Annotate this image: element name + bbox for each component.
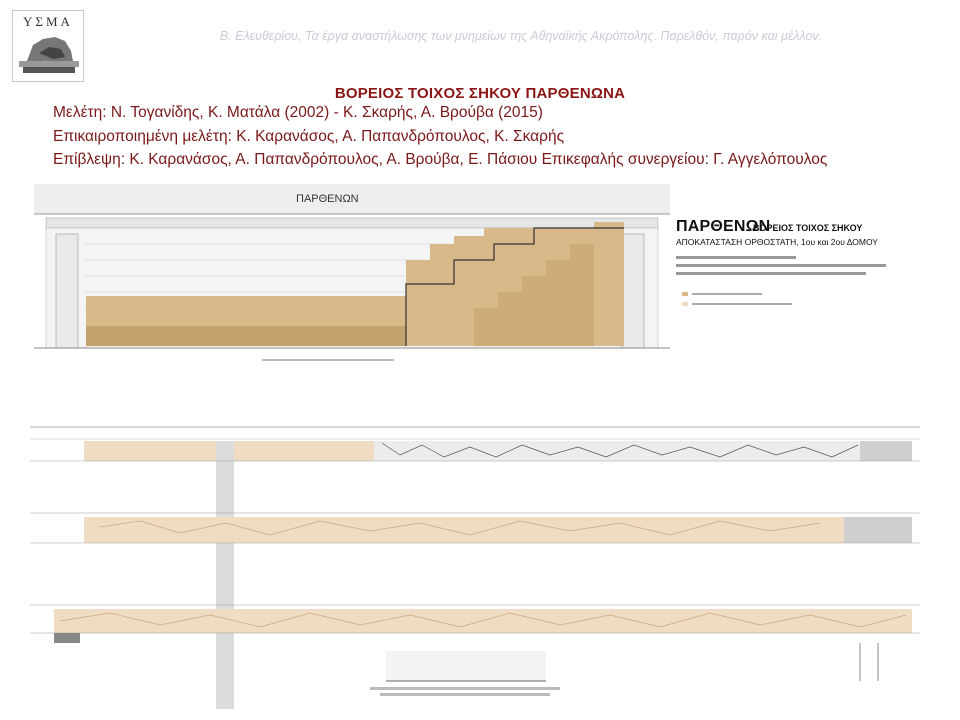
ysma-logo [12, 10, 84, 82]
header-citation: Β. Ελευθερίου, Τα έργα αναστήλωσης των μνημείων της Αθηναϊκής Ακρόπολης. Παρελθόν, παρόν και μέλλον. [219, 29, 823, 43]
north-wall-elevation-drawing [34, 184, 670, 370]
logo-text: ΥΣΜΑ [23, 14, 73, 29]
drawing-legend [676, 218, 926, 328]
legend-details [676, 252, 906, 322]
legend-title-small: ΒΟΡΕΙΟΣ ΤΟΙΧΟΣ ΣΗΚΟΥ [753, 223, 863, 233]
legend-title-big: ΠΑΡΘΕΝΩΝ [676, 218, 771, 235]
legend-subtitle: ΑΠΟΚΑΤΑΣΤΑΣΗ ΟΡΘΟΣΤΑΤΗ, 1ου και 2ου ΔΟΜΟΥ [676, 237, 878, 247]
page-title: ΒΟΡΕΙΟΣ ΤΟΙΧΟΣ ΣΗΚΟΥ ΠΑΡΘΕΝΩΝΑ [334, 85, 626, 102]
credit-study: Μελέτη: Ν. Τογανίδης, Κ. Ματάλα (2002) - Κ. Σκαρής, Α. Βρούβα (2015) [53, 104, 543, 121]
course-plan-drawings [30, 425, 920, 715]
credit-supervision: Επίβλεψη: Κ. Καρανάσος, Α. Παπανδρόπουλος, Α. Βρούβα, Ε. Πάσιου Επικεφαλής συνεργείου: Γ. Αγγελόπουλος [53, 151, 828, 168]
lion-head-sculpture-icon [19, 31, 79, 79]
credit-updated-study: Επικαιροποιημένη μελέτη: Κ. Καρανάσος, Α. Παπανδρόπουλος, Κ. Σκαρής [53, 128, 565, 145]
drawing-top-label: ΠΑΡΘΕΝΩΝ [296, 193, 359, 205]
